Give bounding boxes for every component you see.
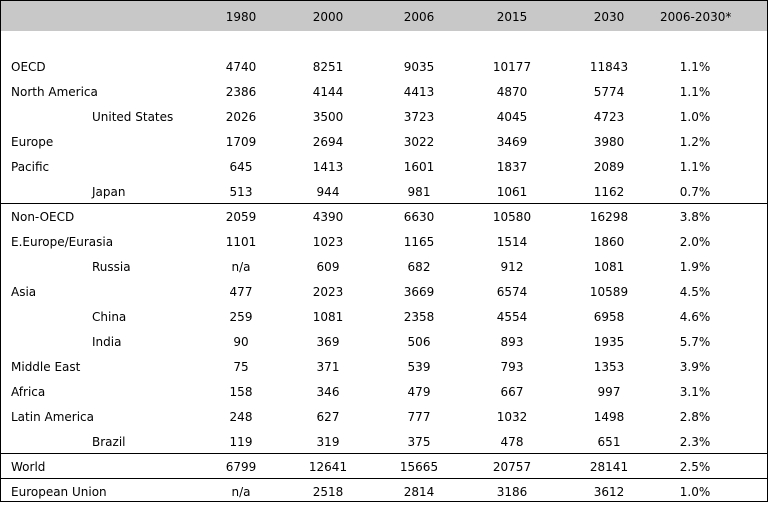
region-label: Latin America [11, 410, 94, 424]
growth-rate: 2.8% [679, 410, 711, 424]
region-label: Pacific [11, 160, 50, 174]
value-2000: 8251 [312, 60, 344, 74]
table-row [1, 360, 767, 385]
value-1980: 75 [233, 360, 249, 374]
value-1980: 248 [229, 410, 253, 424]
value-1980: 477 [229, 285, 253, 299]
region-label: Non-OECD [11, 210, 75, 224]
table-row [1, 160, 767, 185]
value-2006: 2814 [403, 485, 435, 499]
value-1980: 1101 [225, 235, 257, 249]
table-row [1, 260, 767, 285]
value-2015: 20757 [492, 460, 532, 474]
table-row [1, 235, 767, 260]
value-2015: 4045 [496, 110, 528, 124]
growth-rate: 2.3% [679, 435, 711, 449]
value-2030: 1353 [593, 360, 625, 374]
value-2030: 16298 [589, 210, 629, 224]
value-2015: 1061 [496, 185, 528, 199]
growth-rate: 2.5% [679, 460, 711, 474]
value-1980: n/a [231, 485, 251, 499]
region-label: Asia [11, 285, 37, 299]
column-header: 1980 [225, 10, 257, 24]
growth-rate: 5.7% [679, 335, 711, 349]
table-row [1, 110, 767, 135]
growth-rate: 1.1% [679, 160, 711, 174]
growth-rate: 1.1% [679, 85, 711, 99]
growth-rate: 1.1% [679, 60, 711, 74]
region-label: OECD [11, 60, 46, 74]
value-1980: 1709 [225, 135, 257, 149]
value-2030: 1081 [593, 260, 625, 274]
table-row [1, 460, 767, 485]
section-divider [1, 203, 767, 204]
value-2006: 2358 [403, 310, 435, 324]
value-1980: 158 [229, 385, 253, 399]
table-row [1, 135, 767, 160]
value-1980: 2386 [225, 85, 257, 99]
value-2030: 10589 [589, 285, 629, 299]
value-1980: 4740 [225, 60, 257, 74]
value-2006: 15665 [399, 460, 439, 474]
growth-rate: 3.8% [679, 210, 711, 224]
value-1980: 90 [233, 335, 249, 349]
value-2000: 944 [316, 185, 340, 199]
value-1980: 6799 [225, 460, 257, 474]
value-2030: 651 [597, 435, 621, 449]
value-2000: 609 [316, 260, 340, 274]
table-row [1, 410, 767, 435]
value-2006: 9035 [403, 60, 435, 74]
column-header: 2006-2030* [660, 10, 732, 24]
growth-rate: 2.0% [679, 235, 711, 249]
region-label: Europe [11, 135, 54, 149]
region-label: China [92, 310, 127, 324]
value-2006: 3669 [403, 285, 435, 299]
value-2015: 6574 [496, 285, 528, 299]
value-2015: 10177 [492, 60, 532, 74]
region-label: North America [11, 85, 98, 99]
value-2006: 375 [407, 435, 431, 449]
growth-rate: 0.7% [679, 185, 711, 199]
value-2006: 682 [407, 260, 431, 274]
column-header: 2030 [593, 10, 625, 24]
value-2006: 3723 [403, 110, 435, 124]
value-2015: 10580 [492, 210, 532, 224]
value-2006: 777 [407, 410, 431, 424]
column-header: 2000 [312, 10, 344, 24]
table-row [1, 185, 767, 210]
growth-rate: 1.9% [679, 260, 711, 274]
column-header: 2015 [496, 10, 528, 24]
value-2015: 793 [500, 360, 524, 374]
growth-rate: 4.5% [679, 285, 711, 299]
value-2030: 1498 [593, 410, 625, 424]
value-2000: 3500 [312, 110, 344, 124]
value-2000: 1081 [312, 310, 344, 324]
value-1980: 513 [229, 185, 253, 199]
value-2006: 6630 [403, 210, 435, 224]
value-2030: 6958 [593, 310, 625, 324]
value-2030: 3612 [593, 485, 625, 499]
growth-rate: 1.2% [679, 135, 711, 149]
value-2006: 539 [407, 360, 431, 374]
table-row [1, 285, 767, 310]
value-2000: 4390 [312, 210, 344, 224]
value-2030: 1935 [593, 335, 625, 349]
region-label: Africa [11, 385, 46, 399]
value-2000: 2694 [312, 135, 344, 149]
value-2030: 997 [597, 385, 621, 399]
growth-rate: 1.0% [679, 485, 711, 499]
value-2015: 4870 [496, 85, 528, 99]
value-2015: 912 [500, 260, 524, 274]
region-label: Japan [92, 185, 126, 199]
region-label: E.Europe/Eurasia [11, 235, 114, 249]
value-2000: 627 [316, 410, 340, 424]
value-2015: 478 [500, 435, 524, 449]
value-2030: 1860 [593, 235, 625, 249]
table-row [1, 385, 767, 410]
value-2015: 1032 [496, 410, 528, 424]
growth-rate: 3.9% [679, 360, 711, 374]
value-2000: 319 [316, 435, 340, 449]
value-2015: 667 [500, 385, 524, 399]
table-row [1, 485, 767, 510]
table-row [1, 210, 767, 235]
value-2015: 4554 [496, 310, 528, 324]
value-1980: n/a [231, 260, 251, 274]
value-2030: 2089 [593, 160, 625, 174]
value-2000: 346 [316, 385, 340, 399]
value-1980: 259 [229, 310, 253, 324]
region-label: Russia [92, 260, 131, 274]
value-2006: 1165 [403, 235, 435, 249]
value-2030: 28141 [589, 460, 629, 474]
section-divider [1, 478, 767, 479]
value-2000: 12641 [308, 460, 348, 474]
value-2030: 3980 [593, 135, 625, 149]
value-2000: 2518 [312, 485, 344, 499]
table-row [1, 310, 767, 335]
value-1980: 2026 [225, 110, 257, 124]
value-2015: 3469 [496, 135, 528, 149]
value-2000: 1023 [312, 235, 344, 249]
region-label: World [11, 460, 46, 474]
value-1980: 645 [229, 160, 253, 174]
value-1980: 2059 [225, 210, 257, 224]
value-2015: 893 [500, 335, 524, 349]
value-2030: 11843 [589, 60, 629, 74]
table-row [1, 435, 767, 460]
value-2006: 506 [407, 335, 431, 349]
region-label: United States [92, 110, 174, 124]
value-2030: 4723 [593, 110, 625, 124]
value-2030: 5774 [593, 85, 625, 99]
table-row [1, 85, 767, 110]
table-header [1, 1, 767, 31]
region-label: India [92, 335, 122, 349]
value-2006: 4413 [403, 85, 435, 99]
growth-rate: 3.1% [679, 385, 711, 399]
value-2015: 3186 [496, 485, 528, 499]
growth-rate: 1.0% [679, 110, 711, 124]
value-2000: 1413 [312, 160, 344, 174]
table-row [1, 60, 767, 85]
region-label: European Union [11, 485, 107, 499]
value-2000: 2023 [312, 285, 344, 299]
value-2006: 981 [407, 185, 431, 199]
column-header: 2006 [403, 10, 435, 24]
value-2015: 1837 [496, 160, 528, 174]
section-divider [1, 453, 767, 454]
value-2015: 1514 [496, 235, 528, 249]
growth-rate: 4.6% [679, 310, 711, 324]
value-2000: 4144 [312, 85, 344, 99]
value-2000: 369 [316, 335, 340, 349]
table-row [1, 335, 767, 360]
value-1980: 119 [229, 435, 253, 449]
value-2006: 1601 [403, 160, 435, 174]
value-2006: 3022 [403, 135, 435, 149]
value-2006: 479 [407, 385, 431, 399]
value-2030: 1162 [593, 185, 625, 199]
region-label: Middle East [11, 360, 81, 374]
region-label: Brazil [92, 435, 126, 449]
value-2000: 371 [316, 360, 340, 374]
